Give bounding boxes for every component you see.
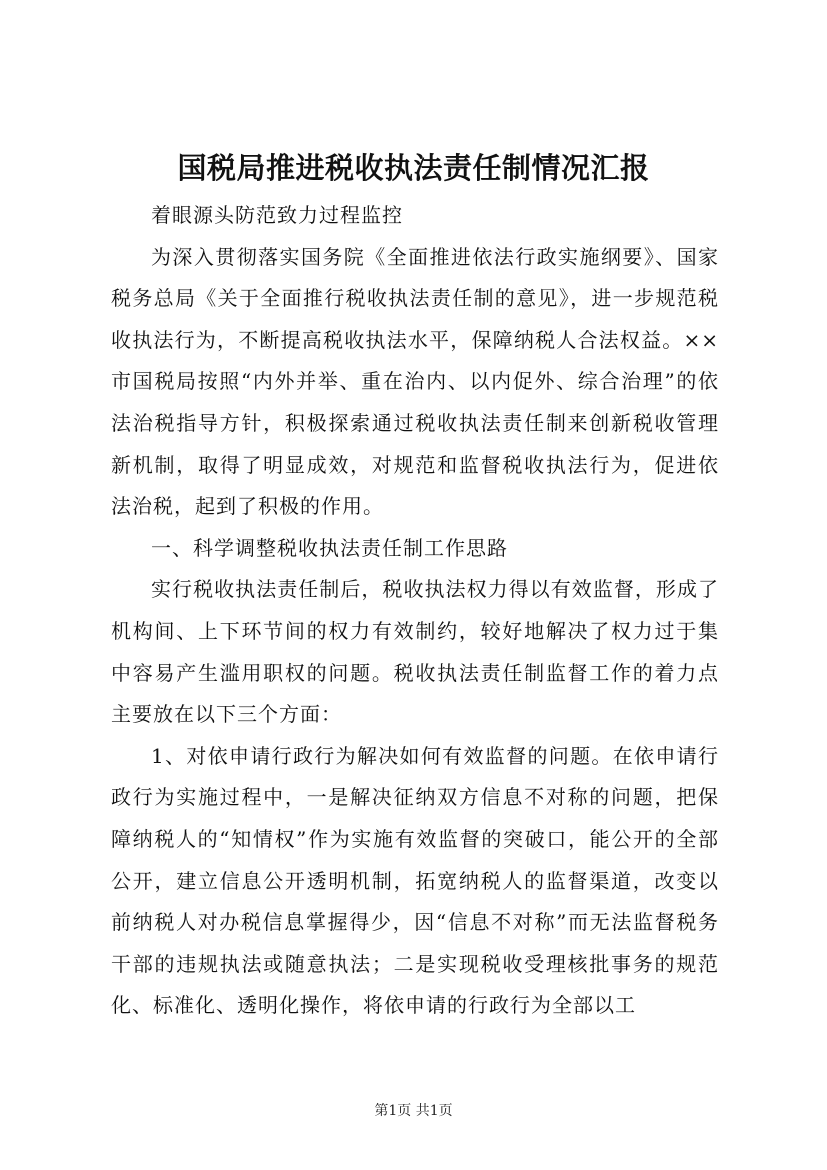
paragraph-item-1: 1、对依申请行政行为解决如何有效监督的问题。在依申请行政行为实施过程中，一是解决征纳双方信息不对称的问题，把保障纳税人的“知情权”作为实施有效监督的突破口，能公开的全部公开，建立信息公开透明机制，拓宽纳税人的监督渠道，改变以前纳税人对办税信息掌握得少，因“信息不对称”而无法监督税务干部的违规执法或随意执法；二是实现税收受理核批事务的规范化、标准化、透明化操作，将依申请的行政行为全部以工 <box>111 743 719 1018</box>
paragraph-section-1: 实行税收执法责任制后，税收执法权力得以有效监督，形成了机构间、上下环节间的权力有效制约，较好地解决了权力过于集中容易产生滥用职权的问题。税收执法责任制监督工作的着力点主要放在以下三个方面： <box>111 577 719 727</box>
paragraph-subtitle: 着眼源头防范致力过程监控 <box>151 203 403 227</box>
document-body <box>111 195 719 1027</box>
paragraph-intro: 为深入贯彻落实国务院《全面推进依法行政实施纲要》、国家税务总局《关于全面推行税收执法责任制的意见》，进一步规范税收执法行为，不断提高税收执法水平，保障纳税人合法权益。××市国税局按照“内外并举、重在治内、以内促外、综合治理”的依法治税指导方针，积极探索通过税收执法责任制来创新税收管理新机制，取得了明显成效，对规范和监督税收执法行为，促进依法治税，起到了积极的作用。 <box>111 244 719 519</box>
page-footer: 第1页 共1页 <box>374 1103 453 1119</box>
section-heading-1: 一、科学调整税收执法责任制工作思路 <box>151 535 508 560</box>
document-title: 国税局推进税收执法责任制情况汇报 <box>177 151 650 185</box>
